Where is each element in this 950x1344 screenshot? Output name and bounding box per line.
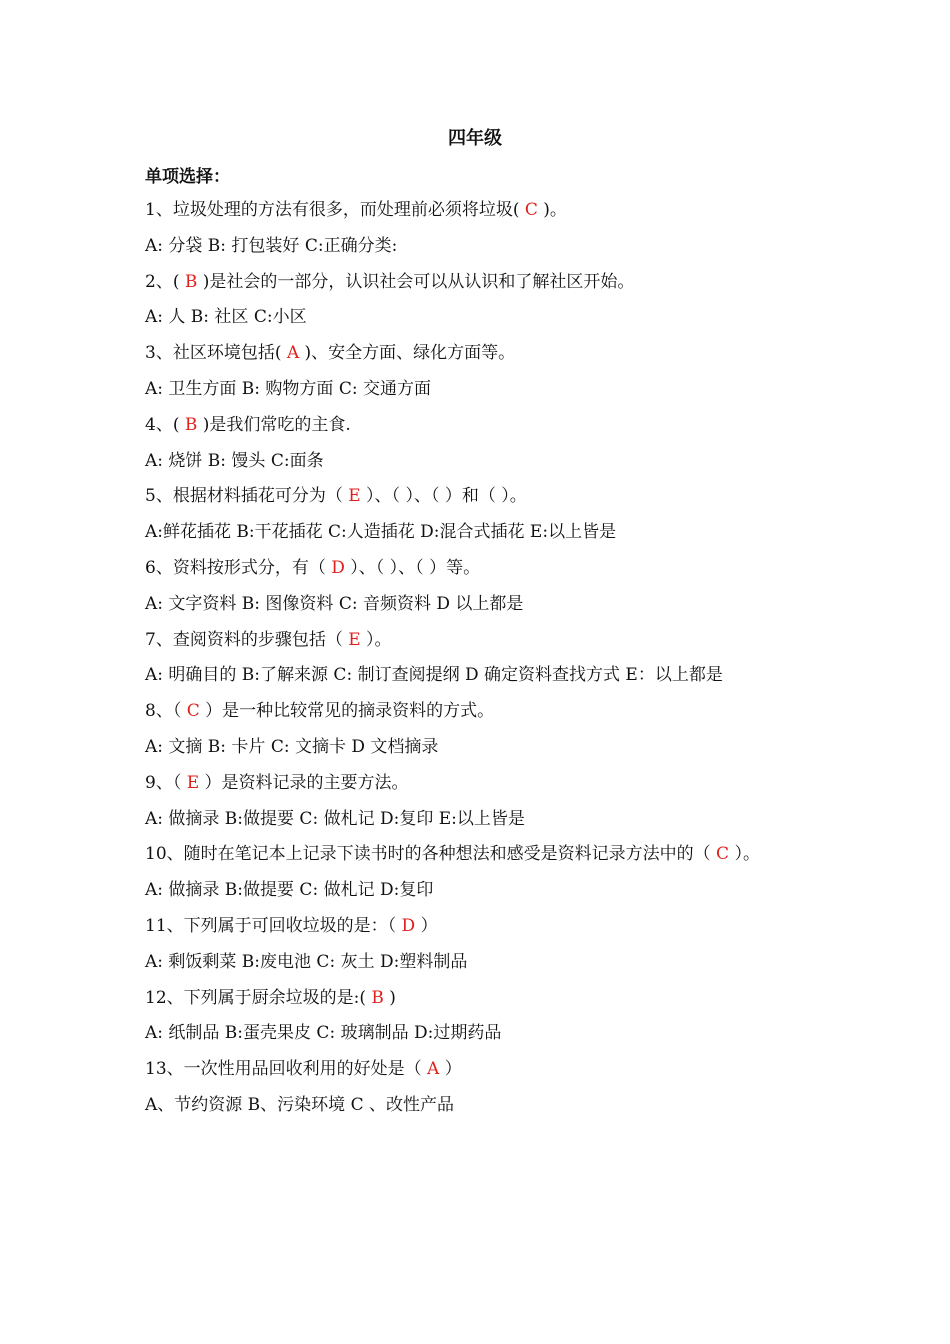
question-10 [145, 837, 810, 873]
answer-letter: A [286, 343, 300, 364]
answer-letter: A [427, 1059, 440, 1080]
options-11: A: 剩饭剩菜 B:废电池 C: 灰土 D:塑料制品 [145, 951, 468, 972]
question-7 [145, 623, 810, 659]
options-9: A: 做摘录 B:做提要 C: 做札记 D:复印 E:以上皆是 [145, 808, 525, 829]
question-text-end: )、安全方面、绿化方面等。 [299, 343, 516, 364]
question-text: 7、查阅资料的步骤包括（ [145, 629, 349, 650]
options-7: A: 明确目的 B:了解来源 C: 制订查阅提纲 D 确定资料查找方式 E：以上都是 [145, 665, 723, 686]
question-text-end: ）是资料记录的主要方法。 [199, 772, 409, 793]
answer-letter: E [348, 486, 361, 507]
options-8: A: 文摘 B: 卡片 C: 文摘卡 D 文档摘录 [145, 736, 439, 757]
question-text-end: ) [383, 987, 396, 1008]
question-text: 11、下列属于可回收垃圾的是：（ [145, 915, 402, 936]
question-text: 10、随时在笔记本上记录下读书时的各种想法和感受是资料记录方法中的（ [145, 844, 717, 865]
question-2 [145, 265, 810, 301]
question-text-end: )。 [537, 200, 567, 220]
answer-letter: C [186, 701, 200, 722]
options-2: A: 人 B: 社区 C:小区 [145, 307, 307, 328]
page-title: 四年级 [448, 128, 502, 149]
answer-letter: C [524, 200, 538, 220]
options-10: A: 做摘录 B:做提要 C: 做札记 D:复印 [145, 880, 434, 901]
question-11 [145, 909, 810, 945]
section-heading: 单项选择： [145, 167, 230, 187]
options-1: A: 分袋 B: 打包装好 C:正确分类: [145, 235, 398, 256]
question-text: 12、下列属于厨余垃圾的是:( [145, 987, 372, 1008]
question-5 [145, 479, 810, 515]
answer-letter: B [184, 414, 198, 435]
options-4: A: 烧饼 B: 馒头 C:面条 [145, 450, 324, 471]
question-text-end: ）。 [360, 629, 392, 650]
answer-letter: D [331, 557, 345, 578]
question-9 [145, 766, 810, 802]
question-text: 8、（ [145, 701, 187, 722]
question-12 [145, 981, 810, 1017]
question-text: 2、( [145, 271, 185, 292]
options-13: A、节约资源 B、污染环境 C 、改性产品 [145, 1094, 454, 1115]
question-text-end: )是社会的一部分，认识社会可以从认识和了解社区开始。 [197, 271, 635, 292]
options-6: A: 文字资料 B: 图像资料 C: 音频资料 D 以上都是 [145, 593, 524, 614]
question-text: 13、一次性用品回收利用的好处是（ [145, 1059, 428, 1080]
question-text-end: ） [439, 1059, 462, 1080]
options-12: A: 纸制品 B:蛋壳果皮 C: 玻璃制品 D:过期药品 [145, 1023, 502, 1044]
question-text-end: ）。 [729, 844, 760, 865]
answer-letter: C [716, 844, 730, 865]
options-5: A:鲜花插花 B:干花插花 C:人造插花 D:混合式插花 E:以上皆是 [145, 522, 617, 543]
question-6 [145, 551, 810, 587]
answer-letter: B [371, 987, 384, 1008]
question-text-end: ） [415, 915, 438, 936]
question-text-end: ）、（ ）、（ ）和（ ）。 [360, 486, 527, 507]
question-text: 5、根据材料插花可分为（ [145, 486, 349, 507]
question-13 [145, 1052, 810, 1088]
answer-letter: E [186, 772, 200, 793]
options-3: A: 卫生方面 B: 购物方面 C: 交通方面 [145, 378, 431, 399]
answer-letter: B [184, 271, 198, 292]
question-4 [145, 408, 810, 444]
question-8 [145, 694, 810, 730]
question-text: 9、（ [145, 772, 187, 793]
question-text: 6、资料按形式分，有（ [145, 557, 332, 578]
question-text-end: )是我们常吃的主食. [197, 414, 351, 435]
question-1 [145, 193, 810, 229]
question-text: 3、社区环境包括( [145, 343, 287, 364]
question-text: 4、( [145, 414, 185, 435]
question-text-end: ）、（ ）、（ ）等。 [344, 557, 481, 578]
question-text: 1、垃圾处理的方法有很多，而处理前必须将垃圾( [145, 200, 525, 220]
question-text-end: ）是一种比较常见的摘录资料的方式。 [199, 701, 495, 722]
question-list [145, 193, 810, 1124]
answer-letter: E [348, 629, 361, 650]
question-3 [145, 336, 810, 372]
answer-letter: D [401, 915, 416, 936]
